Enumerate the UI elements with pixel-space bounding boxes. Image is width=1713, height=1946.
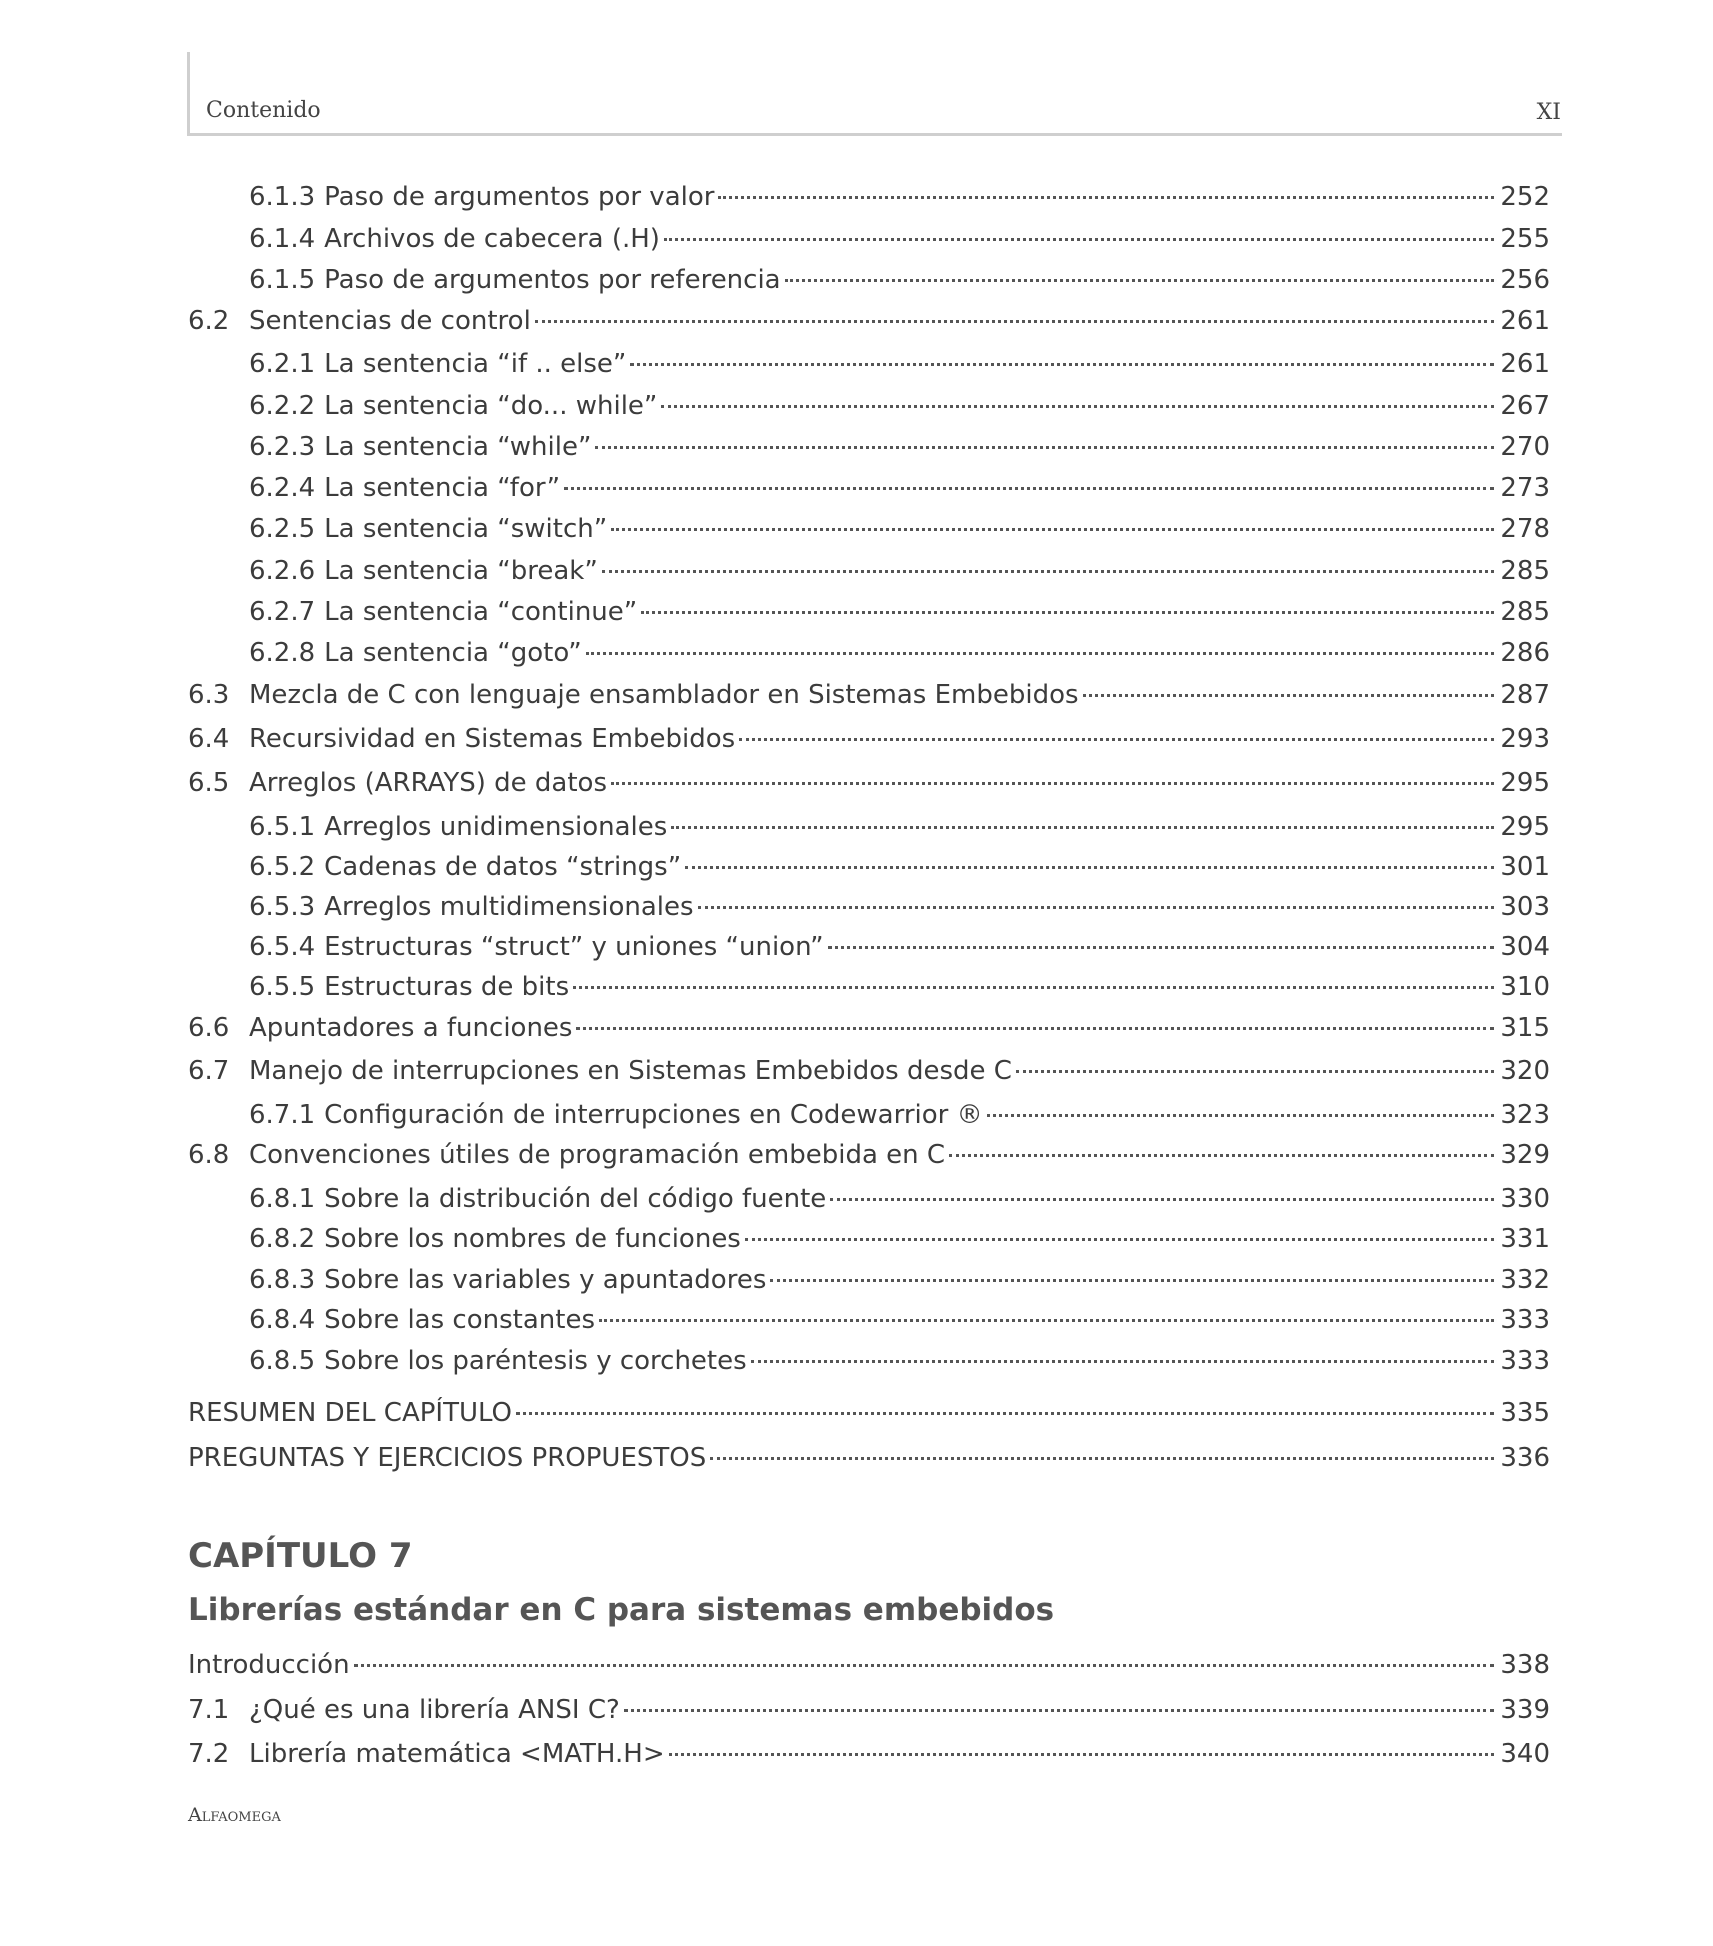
header-rule <box>187 133 1562 136</box>
toc-entry-page: 333 <box>1500 1346 1550 1376</box>
toc-entry-title: La sentencia “goto” <box>324 638 582 668</box>
toc-entry-title: La sentencia “continue” <box>324 597 638 627</box>
toc-entry-page: 285 <box>1500 597 1550 627</box>
chapter-heading: CAPÍTULO 7 <box>188 1536 413 1576</box>
toc-entry-title: ¿Qué es una librería ANSI C? <box>249 1695 620 1725</box>
dot-leader <box>718 196 1494 199</box>
toc-entry <box>249 345 1550 383</box>
toc-entry-page: 295 <box>1500 812 1550 842</box>
toc-entry-page: 273 <box>1500 473 1550 503</box>
toc-entry-title: Sobre los nombres de funciones <box>324 1224 741 1254</box>
dot-leader <box>664 238 1494 241</box>
toc-entry-number: 7.2 <box>188 1739 230 1769</box>
dot-leader <box>745 1238 1494 1241</box>
toc-entry-title: Recursividad en Sistemas Embebidos <box>249 724 736 754</box>
dot-leader <box>710 1457 1494 1460</box>
toc-entry-number: 6.2.4 <box>249 473 316 503</box>
toc-entry-title: Sentencias de control <box>249 306 531 336</box>
toc-entry-title: La sentencia “switch” <box>324 514 608 544</box>
dot-leader <box>949 1154 1494 1157</box>
toc-entry-number: 6.2.6 <box>249 556 316 586</box>
toc-entry-title: PREGUNTAS Y EJERCICIOS PROPUESTOS <box>188 1443 707 1473</box>
toc-entry-number: 6.8.4 <box>249 1305 316 1335</box>
toc-entry-title: Estructuras “struct” y uniones “union” <box>324 932 824 962</box>
toc-entry <box>188 1394 1550 1432</box>
toc-entry <box>249 1301 1550 1339</box>
toc-entry-page: 323 <box>1500 1100 1550 1130</box>
dot-leader <box>751 1360 1494 1363</box>
dot-leader <box>576 1027 1494 1030</box>
dot-leader <box>641 611 1494 614</box>
dot-leader <box>987 1114 1494 1117</box>
toc-entry-number: 6.2.3 <box>249 432 316 462</box>
toc-entry-title: Arreglos (ARRAYS) de datos <box>249 768 607 798</box>
toc-entry-page: 256 <box>1500 265 1550 295</box>
toc-entry-title: La sentencia “for” <box>324 473 561 503</box>
dot-leader <box>661 405 1494 408</box>
toc-entry-number: 6.3 <box>188 680 230 710</box>
toc-entry-page: 338 <box>1500 1650 1550 1680</box>
dot-leader <box>1016 1070 1494 1073</box>
dot-leader <box>828 946 1494 949</box>
toc-entry-title: Librería matemática <MATH.H> <box>249 1739 665 1769</box>
toc-entry-title: Arreglos unidimensionales <box>324 812 668 842</box>
dot-leader <box>669 1753 1494 1756</box>
toc-entry-number: 6.2.5 <box>249 514 316 544</box>
toc-entry-page: 333 <box>1500 1305 1550 1335</box>
toc-entry-title: Manejo de interrupciones en Sistemas Embebidos desde C <box>249 1056 1012 1086</box>
publisher-footer: Alfaomega <box>188 1804 281 1826</box>
toc-entry-page: 261 <box>1500 349 1550 379</box>
toc-entry-page: 295 <box>1500 768 1550 798</box>
toc-entry <box>188 764 1550 802</box>
toc-entry-title: Archivos de cabecera (.H) <box>324 224 660 254</box>
toc-entry <box>188 1439 1550 1477</box>
toc-entry-page: 293 <box>1500 724 1550 754</box>
page-number: XI <box>1536 100 1561 125</box>
toc-entry <box>249 220 1550 258</box>
toc-entry <box>249 888 1550 926</box>
dot-leader <box>535 320 1494 323</box>
toc-entry-page: 304 <box>1500 932 1550 962</box>
toc-entry-title: Configuración de interrupciones en Codewarrior ® <box>324 1100 983 1130</box>
dot-leader <box>785 279 1494 282</box>
toc-entry-page: 303 <box>1500 892 1550 922</box>
toc-entry <box>249 928 1550 966</box>
toc-entry-number: 6.5.5 <box>249 972 316 1002</box>
toc-entry <box>188 1136 1550 1174</box>
toc-entry <box>249 387 1550 425</box>
toc-entry-number: 6.2.8 <box>249 638 316 668</box>
toc-entry <box>249 1261 1550 1299</box>
running-head: Contenido <box>206 98 321 123</box>
toc-entry-number: 6.8.1 <box>249 1184 316 1214</box>
toc-entry-title: RESUMEN DEL CAPÍTULO <box>188 1398 513 1428</box>
dot-leader <box>564 487 1494 490</box>
dot-leader <box>611 782 1494 785</box>
toc-entry <box>249 848 1550 886</box>
toc-entry <box>188 1646 1550 1684</box>
toc-entry-page: 340 <box>1500 1739 1550 1769</box>
dot-leader <box>685 866 1494 869</box>
toc-entry <box>188 1735 1550 1773</box>
dot-leader <box>611 528 1494 531</box>
toc-entry-page: 330 <box>1500 1184 1550 1214</box>
toc-entry-number: 6.8.3 <box>249 1265 316 1295</box>
toc-entry-page: 261 <box>1500 306 1550 336</box>
toc-entry-page: 285 <box>1500 556 1550 586</box>
toc-entry-number: 6.5 <box>188 768 230 798</box>
toc-entry-page: 339 <box>1500 1695 1550 1725</box>
toc-entry-page: 255 <box>1500 224 1550 254</box>
toc-entry-title: Estructuras de bits <box>324 972 570 1002</box>
toc-entry-title: Sobre la distribución del código fuente <box>324 1184 827 1214</box>
dot-leader <box>624 1709 1494 1712</box>
toc-entry-title: Arreglos multidimensionales <box>324 892 694 922</box>
toc-entry-number: 6.2.1 <box>249 349 316 379</box>
toc-entry <box>249 552 1550 590</box>
toc-entry-page: 320 <box>1500 1056 1550 1086</box>
toc-entry <box>249 968 1550 1006</box>
toc-entry <box>188 1009 1550 1047</box>
toc-entry-title: La sentencia “do... while” <box>324 391 658 421</box>
header-left-rule <box>187 52 190 136</box>
toc-entry-number: 6.8.2 <box>249 1224 316 1254</box>
toc-entry-number: 6.5.3 <box>249 892 316 922</box>
toc-entry <box>249 634 1550 672</box>
toc-entry-title: Cadenas de datos “strings” <box>324 852 682 882</box>
toc-entry-number: 6.4 <box>188 724 230 754</box>
toc-entry-page: 335 <box>1500 1398 1550 1428</box>
toc-entry-title: Apuntadores a funciones <box>249 1013 573 1043</box>
dot-leader <box>830 1198 1494 1201</box>
dot-leader <box>770 1279 1494 1282</box>
toc-entry-number: 6.8 <box>188 1140 230 1170</box>
dot-leader <box>573 986 1494 989</box>
toc-entry-number: 7.1 <box>188 1695 230 1725</box>
dot-leader <box>586 652 1494 655</box>
toc-entry-number: 6.7.1 <box>249 1100 316 1130</box>
chapter-title: Librerías estándar en C para sistemas embebidos <box>188 1592 1055 1628</box>
toc-entry-title: La sentencia “if .. else” <box>324 349 627 379</box>
toc-entry <box>188 302 1550 340</box>
toc-entry-number: 6.7 <box>188 1056 230 1086</box>
dot-leader <box>1083 694 1494 697</box>
toc-entry-number: 6.5.2 <box>249 852 316 882</box>
toc-entry <box>249 593 1550 631</box>
toc-entry-title: Mezcla de C con lenguaje ensamblador en Sistemas Embebidos <box>249 680 1079 710</box>
toc-entry-title: Convenciones útiles de programación embebida en C <box>249 1140 946 1170</box>
dot-leader <box>595 446 1494 449</box>
toc-entry-page: 336 <box>1500 1443 1550 1473</box>
toc-entry-page: 332 <box>1500 1265 1550 1295</box>
dot-leader <box>671 826 1494 829</box>
toc-entry <box>249 1342 1550 1380</box>
toc-entry-title: Paso de argumentos por valor <box>324 182 715 212</box>
dot-leader <box>739 738 1494 741</box>
toc-entry-page: 252 <box>1500 182 1550 212</box>
toc-entry-title: Sobre los paréntesis y corchetes <box>324 1346 747 1376</box>
toc-entry-number: 6.2 <box>188 306 230 336</box>
toc-entry-number: 6.2.7 <box>249 597 316 627</box>
dot-leader <box>602 570 1494 573</box>
dot-leader <box>630 363 1494 366</box>
dot-leader <box>599 1319 1494 1322</box>
toc-entry <box>249 428 1550 466</box>
toc-entry-page: 301 <box>1500 852 1550 882</box>
toc-entry-number: 6.8.5 <box>249 1346 316 1376</box>
toc-entry <box>249 1180 1550 1218</box>
toc-entry-number: 6.1.3 <box>249 182 316 212</box>
toc-entry-page: 278 <box>1500 514 1550 544</box>
toc-entry <box>249 261 1550 299</box>
toc-entry-page: 270 <box>1500 432 1550 462</box>
toc-entry-number: 6.1.4 <box>249 224 316 254</box>
toc-entry <box>188 720 1550 758</box>
toc-entry-page: 315 <box>1500 1013 1550 1043</box>
toc-entry-number: 6.6 <box>188 1013 230 1043</box>
toc-entry-title: La sentencia “break” <box>324 556 598 586</box>
toc-entry <box>249 510 1550 548</box>
toc-entry-page: 286 <box>1500 638 1550 668</box>
toc-entry-title: Paso de argumentos por referencia <box>324 265 781 295</box>
dot-leader <box>354 1664 1494 1667</box>
toc-entry-number: 6.5.4 <box>249 932 316 962</box>
toc-entry <box>188 1052 1550 1090</box>
toc-entry-number: 6.2.2 <box>249 391 316 421</box>
toc-entry-title: Sobre las constantes <box>324 1305 595 1335</box>
toc-entry-page: 329 <box>1500 1140 1550 1170</box>
toc-entry-number: 6.5.1 <box>249 812 316 842</box>
toc-entry-title: Introducción <box>188 1650 350 1680</box>
toc-entry <box>249 1096 1550 1134</box>
toc-entry <box>249 1220 1550 1258</box>
toc-entry <box>249 178 1550 216</box>
toc-entry-page: 267 <box>1500 391 1550 421</box>
toc-entry-title: Sobre las variables y apuntadores <box>324 1265 767 1295</box>
toc-entry-number: 6.1.5 <box>249 265 316 295</box>
toc-entry-page: 310 <box>1500 972 1550 1002</box>
toc-entry <box>249 808 1550 846</box>
toc-entry <box>249 469 1550 507</box>
toc-entry-page: 287 <box>1500 680 1550 710</box>
toc-entry <box>188 676 1550 714</box>
dot-leader <box>698 906 1494 909</box>
toc-entry <box>188 1691 1550 1729</box>
toc-entry-title: La sentencia “while” <box>324 432 592 462</box>
toc-entry-page: 331 <box>1500 1224 1550 1254</box>
dot-leader <box>516 1412 1494 1415</box>
